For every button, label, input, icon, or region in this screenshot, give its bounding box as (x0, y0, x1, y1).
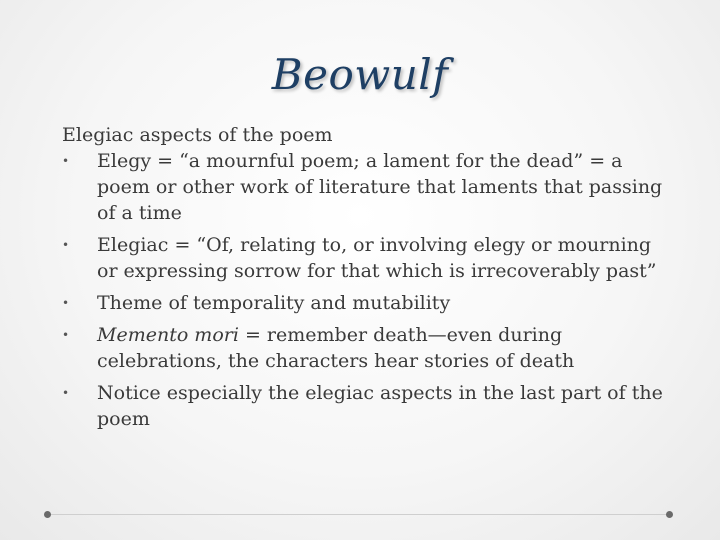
slide-title: Beowulf (271, 50, 449, 99)
bullet-icon: • (62, 154, 70, 168)
bullet-item (62, 290, 672, 316)
footer-divider (48, 514, 672, 515)
bullet-icon: • (62, 296, 70, 310)
bullet-item (62, 380, 672, 432)
bullet-text: Theme of temporality and mutability (97, 292, 451, 314)
bullet-text-rest: = remember death—even during celebrations, the characters hear stories of death (97, 324, 575, 372)
divider-end-dot-left (44, 511, 51, 518)
bullet-item (62, 148, 672, 226)
bullet-icon: • (62, 386, 70, 400)
bullet-icon: • (62, 328, 70, 342)
bullet-item (62, 322, 672, 374)
bullet-text: Elegiac = “Of, relating to, or involving elegy or mourning or expressing sorrow for that which is irrecoverably past” (97, 234, 657, 282)
bullet-item (62, 232, 672, 284)
bullet-text (97, 324, 574, 372)
bullet-list (62, 148, 672, 432)
bullet-icon: • (62, 238, 70, 252)
bullet-text: Notice especially the elegiac aspects in the last part of the poem (97, 382, 663, 430)
latin-phrase: Memento mori (97, 324, 239, 346)
divider-end-dot-right (666, 511, 673, 518)
bullet-text: Elegy = “a mournful poem; a lament for the dead” = a poem or other work of literature that laments that passing of a time (97, 150, 663, 224)
lead-line: Elegiac aspects of the poem (62, 124, 333, 146)
slide-content (62, 122, 672, 438)
